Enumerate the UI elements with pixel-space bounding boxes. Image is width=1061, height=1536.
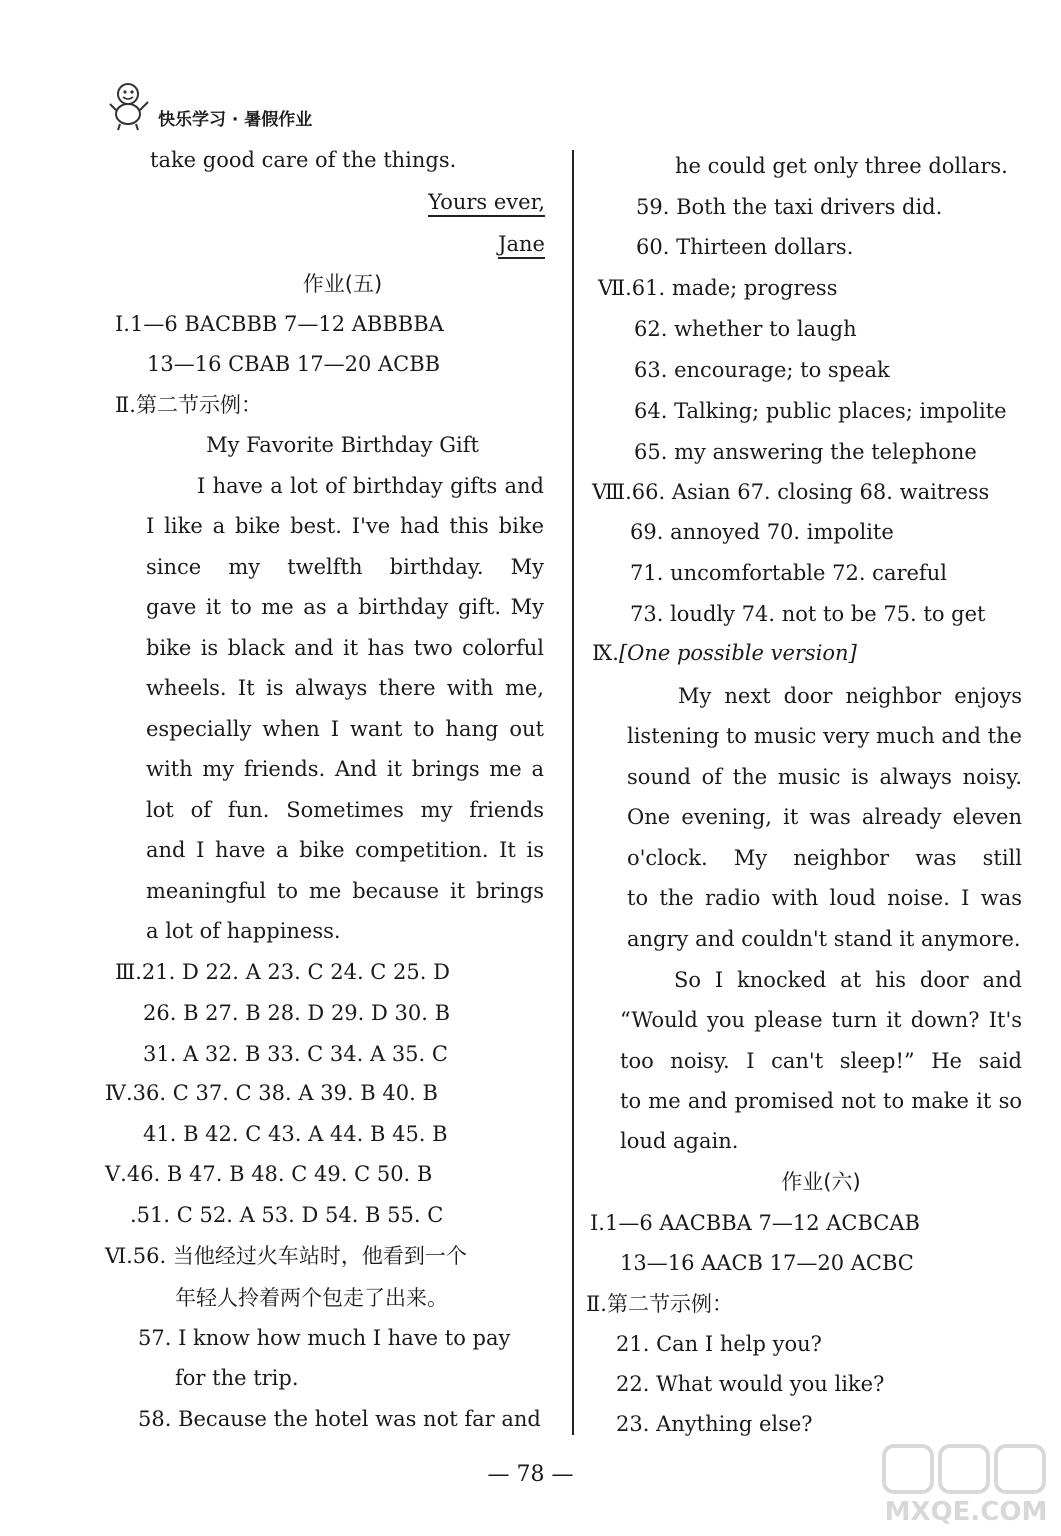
essay-line: o'clock. My neighbor was still [627,846,1022,870]
essay-line: wheels. It is always there with me, [146,676,544,700]
hw5-part9-label [592,639,857,667]
hw6-heading: 作业(六) [781,1170,861,1194]
hw5-heading: 作业(五) [302,272,383,296]
hw5-part1-line2: 13—16 CBAB 17—20 ACBB [147,352,441,376]
answer-line: he could get only three dollars. [675,154,1008,178]
essay-line: too noisy. I can't sleep!” He said [620,1049,1022,1073]
cartoon-mascot-icon [108,80,152,132]
dialogue-line: 21. Can I help you? [616,1332,822,1356]
essay-line: gave it to me as a birthday gift. My [146,595,544,619]
hw5-part7-line2: 62. whether to laugh [634,317,857,341]
hw5-part3-line3: 31. A 32. B 33. C 34. A 35. C [143,1042,448,1066]
hw5-part6-line5: 58. Because the hotel was not far and [138,1407,541,1431]
dialogue-line: 22. What would you like? [616,1372,885,1396]
hw5-part5-line2: .51. C 52. A 53. D 54. B 55. C [130,1203,444,1227]
essay-line: One evening, it was already eleven [627,805,1022,829]
letter-closing-line: take good care of the things. [150,148,457,172]
hw5-part8-line1: Ⅷ.66. Asian 67. closing 68. waitress [592,480,990,504]
part9-version-note: [One possible version] [618,641,857,665]
essay-line: listening to music very much and the [627,724,1022,748]
hw5-part5-line1: Ⅴ.46. B 47. B 48. C 49. C 50. B [105,1162,433,1186]
hw5-part6-line4: for the trip. [175,1366,299,1390]
essay-line: meaningful to me because it brings [146,879,544,903]
essay-title: My Favorite Birthday Gift [206,433,479,457]
essay-line: So I knocked at his door and [674,968,1022,992]
letter-signoff [428,188,545,216]
hw6-part2-label: Ⅱ.第二节示例： [586,1292,733,1316]
essay-line: “Would you please turn it down? It's [620,1008,1022,1032]
hw5-part3-line1: Ⅲ.21. D 22. A 23. C 24. C 25. D [115,960,450,984]
watermark-text: MXQE.COM [884,1497,1048,1527]
letter-signature [498,230,545,258]
hw5-part7-line3: 63. encourage; to speak [634,358,890,382]
page-header [108,80,508,136]
essay-line: I like a bike best. I've had this bike [146,514,544,538]
hw5-part2-label: Ⅱ.第二节示例： [115,393,262,417]
essay-line: with my friends. And it brings me a [146,757,544,781]
hw5-part4-line1: Ⅳ.36. C 37. C 38. A 39. B 40. B [105,1081,438,1105]
hw5-part6-line3: 57. I know how much I have to pay [138,1326,511,1350]
essay-line: angry and couldn't stand it anymore. [627,927,1021,951]
hw5-part3-line2: 26. B 27. B 28. D 29. D 30. B [143,1001,451,1025]
essay-line: bike is black and it has two colorful [146,636,544,660]
answer-line: 60. Thirteen dollars. [636,235,854,259]
essay-line: lot of fun. Sometimes my friends [146,798,544,822]
hw5-part7-line4: 64. Talking; public places; impolite [634,399,1007,423]
page-number: — 78 — [487,1462,574,1487]
essay-line: since my twelfth birthday. My [146,555,544,579]
signoff-text: Yours ever, [428,190,545,217]
hw5-part7-line1: Ⅶ.61. made; progress [598,276,838,300]
signature-text: Jane [498,232,545,259]
part9-numeral: Ⅸ. [592,641,619,665]
essay-line: and I have a bike competition. It is [146,838,544,862]
answer-line: 59. Both the taxi drivers did. [636,195,943,219]
essay-line: loud again. [620,1129,739,1153]
dialogue-line: 23. Anything else? [616,1412,813,1436]
hw5-part6-line1: Ⅵ.56. 当他经过火车站时，他看到一个 [105,1244,467,1268]
essay-line: sound of the music is always noisy. [627,765,1022,789]
hw5-part1-line1: Ⅰ.1—6 BACBBB 7—12 ABBBBA [115,312,444,336]
essay-line: My next door neighbor enjoys [678,684,1022,708]
hw6-part1-line2: 13—16 AACB 17—20 ACBC [620,1251,914,1275]
daan-quan-watermark-icon [876,1440,1056,1530]
hw5-part8-line4: 73. loudly 74. not to be 75. to get [630,602,986,626]
essay-line: to the radio with loud noise. I was [627,886,1022,910]
hw5-part8-line2: 69. annoyed 70. impolite [630,520,894,544]
hw5-part4-line2: 41. B 42. C 43. A 44. B 45. B [143,1122,448,1146]
essay-line: I have a lot of birthday gifts and [197,474,544,498]
essay-line: to me and promised not to make it so [620,1089,1022,1113]
header-title: 快乐学习 · 暑假作业 [158,110,313,130]
essay-line: especially when I want to hang out [146,717,544,741]
column-divider [572,150,574,1435]
essay-line: a lot of happiness. [146,919,341,943]
hw5-part7-line5: 65. my answering the telephone [634,440,977,464]
hw6-part1-line1: Ⅰ.1—6 AACBBA 7—12 ACBCAB [590,1211,920,1235]
hw5-part8-line3: 71. uncomfortable 72. careful [630,561,947,585]
hw5-part6-line2: 年轻人拎着两个包走了出来。 [175,1286,448,1310]
